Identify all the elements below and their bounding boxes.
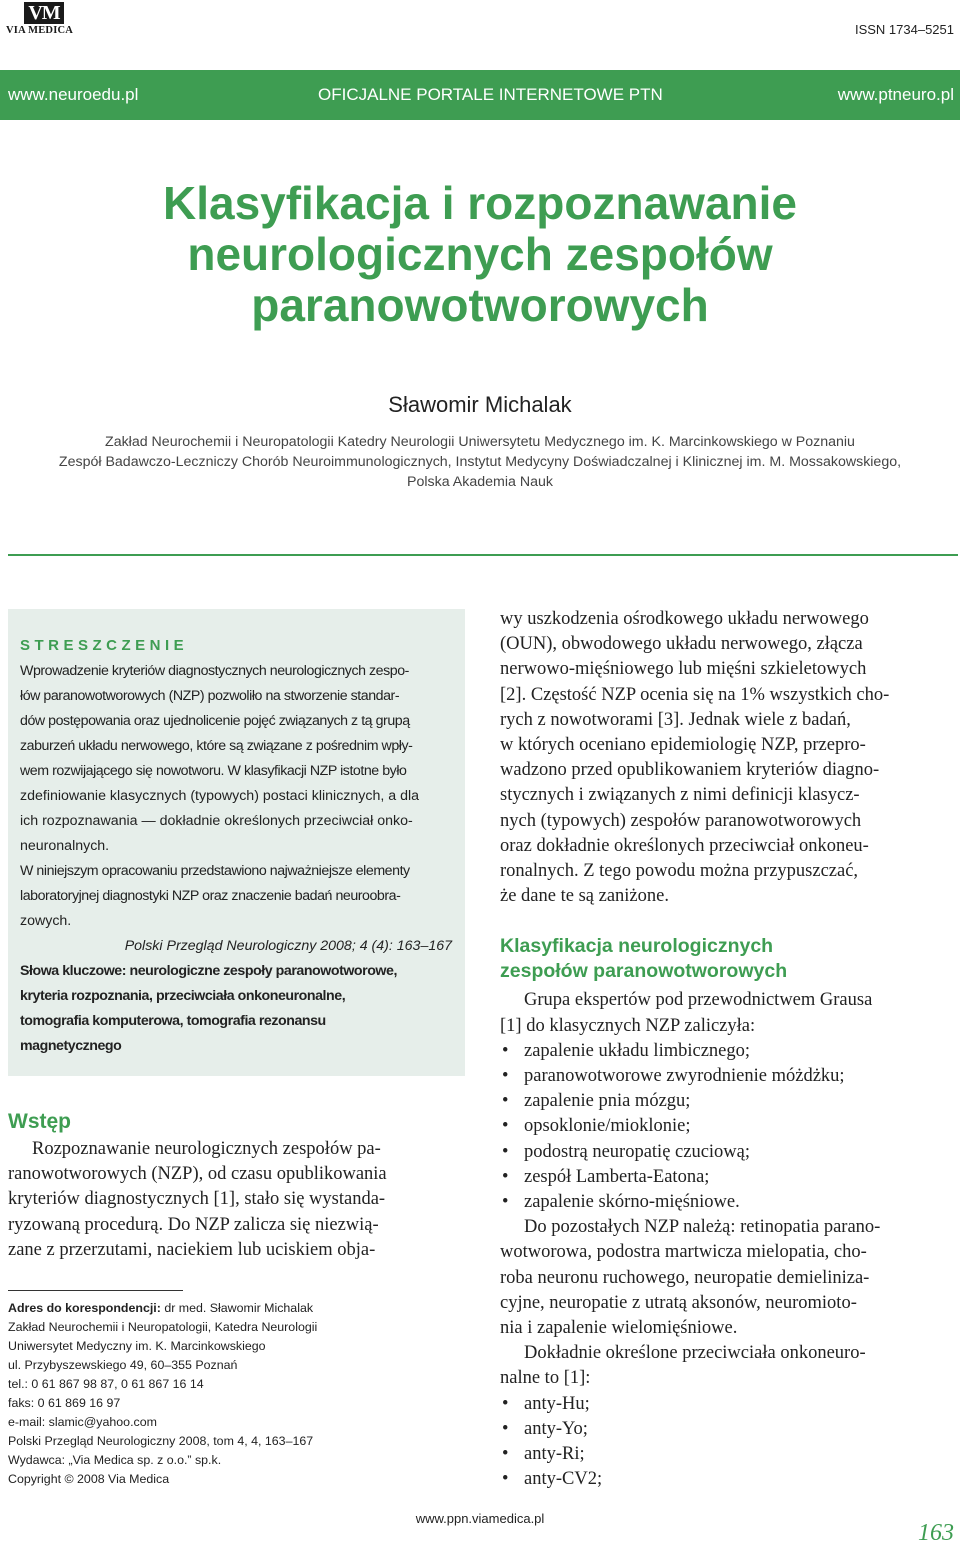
body-line: wy uszkodzenia ośrodkowego układu nerwowego: [500, 609, 869, 629]
body-line: roba neuronu ruchowego, neuropatie demieliniza-: [500, 1267, 870, 1288]
correspondence-line: Uniwersytet Medyczny im. K. Marcinkowskiego: [8, 1339, 266, 1353]
correspondence-line: Wydawca: „Via Medica sp. z o.o.” sp.k.: [8, 1453, 222, 1467]
list-item: • zespół Lamberta-Eatona;: [500, 1165, 960, 1190]
intro-line: ryzowaną procedurą. Do NZP zalicza się niezwią-: [8, 1214, 379, 1235]
list-item: • anty-Yo;: [500, 1417, 960, 1442]
body-line: stycznych i związanych z nimi definicji klasycz-: [500, 785, 860, 806]
abstract-line: laboratoryjnej diagnostyki NZP oraz znaczenie badań neuroobra-: [20, 888, 401, 904]
correspondence-line: faks: 0 61 869 16 97: [8, 1396, 121, 1410]
body-line: oraz dokładnie określonych przeciwciał onkoneu-: [500, 835, 869, 856]
keywords-line: tomografia komputerowa, tomografia rezonansu: [20, 1013, 326, 1029]
article-title: [0, 178, 960, 331]
intro-heading: Wstęp: [8, 1110, 71, 1133]
correspondence-label: Adres do korespondencji:: [8, 1301, 161, 1315]
correspondence-header: [8, 1299, 468, 1318]
intro-line: zane z przerzutami, naciekiem lub uciskiem obja-: [8, 1239, 376, 1260]
abstract-line: łów paranowotworowych (NZP) pozwoliło na stworzenie standar-: [20, 688, 400, 704]
affiliation-line: Zakład Neurochemii i Neuropatologii Katedry Neurologii Uniwersytetu Medycznego im. K. Marcinkowskiego w Poznaniu: [105, 434, 855, 450]
intro-line: Rozpoznawanie neurologicznych zespołów pa-: [32, 1139, 381, 1159]
portal-band-label: OFICJALNE PORTALE INTERNETOWE PTN: [318, 85, 663, 104]
affiliation: [0, 432, 960, 492]
footnote-divider: [8, 1290, 183, 1291]
abstract-line: wem rozwijającego się nowotworu. W klasyfikacji NZP istotne było: [20, 763, 407, 779]
list-item: • anty-CV2;: [500, 1467, 960, 1492]
affiliation-line: Polska Akademia Nauk: [407, 474, 553, 490]
list-item: • zapalenie pnia mózgu;: [500, 1089, 960, 1114]
keywords-line: kryteria rozpoznania, przeciwciała onkoneuronalne,: [20, 988, 346, 1004]
abstract-line: W niniejszym opracowaniu przedstawiono najważniejsze elementy: [20, 863, 410, 879]
link-ptneuro[interactable]: www.ptneuro.pl: [837, 85, 954, 104]
list-item: • opsoklonie/mioklonie;: [500, 1114, 960, 1139]
body-line: (OUN), obwodowego układu nerwowego, złącza: [500, 634, 863, 655]
section-heading: Klasyfikacja neurologicznych: [500, 935, 774, 958]
abstract-heading: STRESZCZENIE: [20, 637, 189, 654]
title-line: neurologicznych zespołów: [187, 228, 773, 280]
body-line: Dokładnie określone przeciwciała onkoneuro-: [524, 1343, 866, 1364]
abstract-line: neuronalnych.: [20, 838, 110, 854]
correspondence-line: Polski Przegląd Neurologiczny 2008, tom 4, 4, 163–167: [8, 1434, 314, 1448]
affiliation-line: Zespół Badawczo-Leczniczy Chorób Neuroimmunologicznych, Instytut Medycyny Doświadczalnej i Klinicznej im. M. Mossakowskiego,: [58, 454, 902, 470]
intro-body: [8, 1137, 466, 1263]
title-line: Klasyfikacja i rozpoznawanie: [162, 177, 797, 229]
logo-text: VIA MEDICA: [6, 25, 74, 36]
portal-band: [0, 70, 960, 120]
body-line: w których oceniano epidemiologię NZP, przepro-: [500, 735, 866, 756]
abstract-line: zdefiniowanie klasycznych (typowych) postaci klinicznych, a dla: [20, 788, 420, 804]
body-line: [2]. Częstość NZP ocenia się na 1% wszystkich cho-: [500, 684, 890, 705]
body-line: nych (typowych) zespołów paranowotworowych: [500, 810, 862, 831]
body-line: że dane te są zaniżone.: [500, 886, 669, 907]
abstract-line: dów postępowania oraz ujednolicenie pojęć związanych z tą grupą: [20, 713, 410, 729]
body-line: rych z nowotworami [3]. Jednak wiele z badań,: [500, 709, 851, 730]
abstract-line: zaburzeń układu nerwowego, które są związane z pośrednim wpły-: [20, 738, 413, 754]
list-item: • zapalenie układu limbicznego;: [500, 1039, 960, 1064]
body-line: wadzono przed opublikowaniem kryteriów diagno-: [500, 760, 880, 781]
logo-mark: VM: [24, 2, 64, 24]
list-item: • zapalenie skórno-mięśniowe.: [500, 1190, 960, 1215]
body-line: wotworowa, podostra martwicza mielopatia, cho-: [500, 1242, 867, 1263]
body-line: Grupa ekspertów pod przewodnictwem Grausa: [524, 990, 873, 1011]
abstract-box: [8, 609, 465, 1076]
footer-url[interactable]: www.ppn.viamedica.pl: [415, 1511, 545, 1526]
via-medica-logo: [6, 2, 82, 36]
link-neuroedu[interactable]: www.neuroedu.pl: [8, 85, 139, 104]
abstract-line: ich rozpoznawania — dokładnie określonych przeciwciał onko-: [20, 813, 413, 829]
correspondence-line: Zakład Neurochemii i Neuropatologii, Katedra Neurologii: [8, 1320, 318, 1334]
body-line: nalne to [1]:: [500, 1368, 591, 1389]
correspondence-line: ul. Przybyszewskiego 49, 60–355 Poznań: [8, 1358, 238, 1372]
section-heading: zespołów paranowotworowych: [500, 960, 788, 983]
list-item: • anty-Hu;: [500, 1392, 960, 1417]
spacer: [500, 909, 960, 934]
author-name: Sławomir Michalak: [388, 392, 572, 417]
correspondence-email[interactable]: e-mail: slamic@yahoo.com: [8, 1415, 157, 1429]
correspondence-line: tel.: 0 61 867 98 87, 0 61 867 16 14: [8, 1377, 204, 1391]
keywords-line: magnetycznego: [20, 1038, 122, 1054]
title-line: paranowotworowych: [251, 279, 709, 331]
page-number: 163: [918, 1520, 954, 1546]
body-line: ronalnych. Z tego powodu można przypuszczać,: [500, 861, 859, 882]
intro-line: ranowotworowych (NZP), od czasu opublikowania: [8, 1164, 387, 1185]
body-line: nia i zapalenie wielomięśniowe.: [500, 1318, 738, 1339]
keywords-line: Słowa kluczowe: neurologiczne zespoły paranowotworowe,: [20, 963, 397, 979]
body-line: nerwowo-mięśniowego lub mięśni szkieletowych: [500, 659, 867, 680]
list-item: • paranowotworowe zwyrodnienie móżdżku;: [500, 1064, 960, 1089]
intro-line: kryteriów diagnostycznych [1], stało się wystanda-: [8, 1189, 386, 1210]
correspondence: [8, 1299, 468, 1489]
body-line: Do pozostałych NZP należą: retinopatia parano-: [524, 1217, 881, 1238]
issn: ISSN 1734–5251: [854, 22, 954, 37]
abstract-line: zowych.: [20, 913, 72, 929]
abstract-line: Wprowadzenie kryteriów diagnostycznych neurologicznych zespo-: [20, 663, 409, 679]
correspondence-line: Copyright © 2008 Via Medica: [8, 1472, 170, 1486]
abstract-body: [20, 659, 452, 1059]
abstract-citation: Polski Przegląd Neurologiczny 2008; 4 (4): 163–167: [124, 938, 452, 954]
list-item: • podostrą neuropatię czuciową;: [500, 1140, 960, 1165]
list-item: • anty-Ri;: [500, 1442, 960, 1467]
body-line: cyjne, neuropatie z utratą aksonów, neuromioto-: [500, 1292, 857, 1313]
correspondence-name: dr med. Sławomir Michalak: [164, 1301, 314, 1315]
body-line: [1] do klasycznych NZP zaliczyła:: [500, 1015, 756, 1036]
right-column: [500, 607, 960, 1493]
header-divider: [8, 554, 958, 556]
